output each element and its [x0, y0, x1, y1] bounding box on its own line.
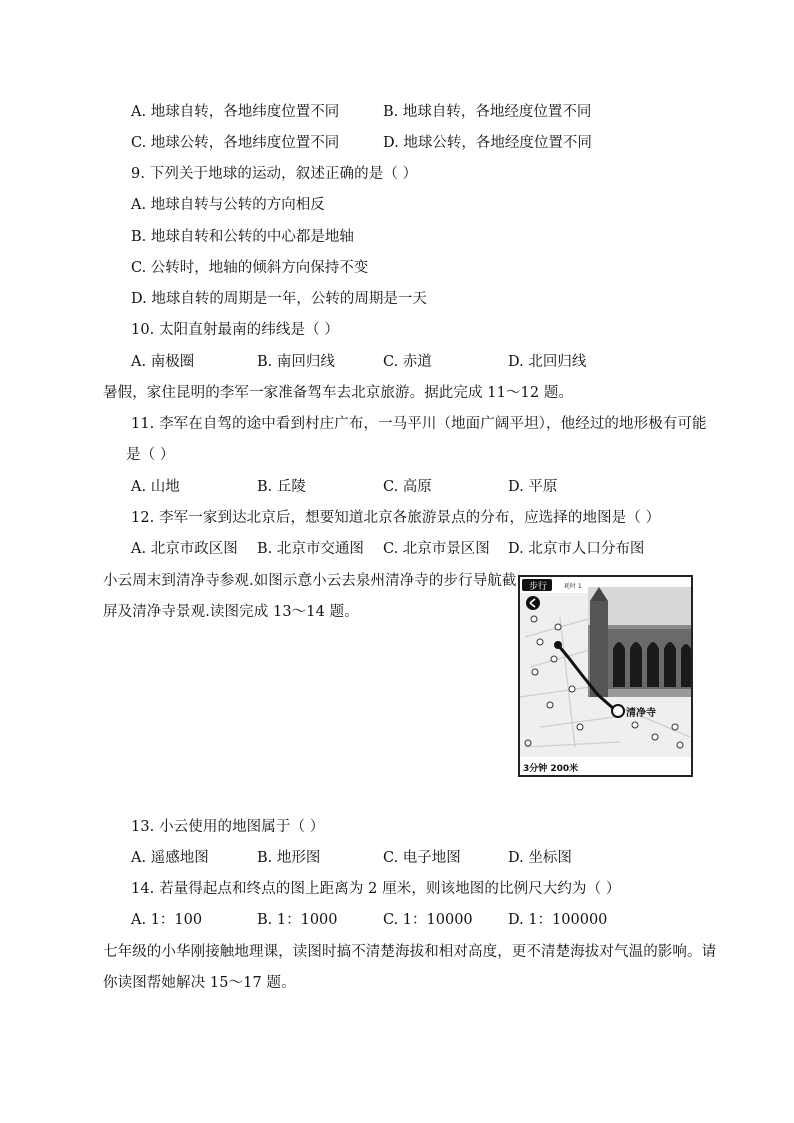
- intro-13-14-line1: 小云周末到清净寺参观.如图示意小云去泉州清净寺的步行导航截: [103, 573, 517, 589]
- q13-option-d: D. 坐标图: [508, 850, 572, 866]
- q8-option-a: A. 地球自转，各地纬度位置不同: [131, 104, 340, 120]
- q14-stem: 14. 若量得起点和终点的图上距离为 2 厘米，则该地图的比例尺大约为（ ）: [131, 881, 621, 897]
- q12-option-c: C. 北京市景区图: [383, 541, 490, 557]
- q11-option-b: B. 丘陵: [257, 479, 306, 495]
- q10-stem: 10. 太阳直射最南的纬线是（ ）: [131, 322, 339, 338]
- q11-stem-line2: 是（ ）: [126, 447, 175, 463]
- q10-option-b: B. 南回归线: [257, 354, 335, 370]
- q13-option-b: B. 地形图: [257, 850, 321, 866]
- q8-option-b: B. 地球自转，各地经度位置不同: [383, 104, 592, 120]
- q8-option-d: D. 地球公转，各地经度位置不同: [383, 135, 592, 151]
- q11-stem-line1: 11. 李军在自驾的途中看到村庄广布，一马平川（地面广阔平坦），他经过的地形极有可能: [131, 416, 707, 432]
- q14-option-b: B. 1：1000: [257, 912, 338, 928]
- q14-option-a: A. 1：100: [131, 912, 203, 928]
- q11-option-c: C. 高原: [383, 479, 432, 495]
- q8-option-c: C. 地球公转，各地纬度位置不同: [131, 135, 340, 151]
- q10-option-d: D. 北回归线: [508, 354, 587, 370]
- svg-text:耗时 1: 耗时 1: [564, 583, 582, 590]
- q9-option-a: A. 地球自转与公转的方向相反: [131, 197, 325, 213]
- q10-option-c: C. 赤道: [383, 354, 432, 370]
- q12-option-a: A. 北京市政区图: [131, 541, 238, 557]
- q12-option-d: D. 北京市人口分布图: [508, 541, 645, 557]
- q9-option-c: C. 公转时，地轴的倾斜方向保持不变: [131, 260, 369, 276]
- header-label: 步行: [529, 582, 548, 592]
- q10-option-a: A. 南极圈: [131, 354, 195, 370]
- navigation-map-illustration: [520, 577, 691, 775]
- destination-label: 清净寺: [626, 708, 656, 719]
- navigation-map-figure: [518, 575, 693, 777]
- q13-stem: 13. 小云使用的地图属于（ ）: [131, 819, 325, 835]
- q12-stem: 12. 李军一家到达北京后，想要知道北京各旅游景点的分布，应选择的地图是（ ）: [131, 510, 661, 526]
- q13-option-a: A. 遥感地图: [131, 850, 209, 866]
- q11-option-a: A. 山地: [131, 479, 180, 495]
- intro-11-12: 暑假，家住昆明的李军一家准备驾车去北京旅游。据此完成 11～12 题。: [103, 385, 574, 401]
- q9-stem: 9. 下列关于地球的运动，叙述正确的是（ ）: [131, 166, 418, 182]
- q14-option-d: D. 1：100000: [508, 912, 608, 928]
- q11-option-d: D. 平原: [508, 479, 558, 495]
- route-summary: 3分钟 200米: [523, 764, 579, 774]
- intro-15-17-line2: 你读图帮她解决 15～17 题。: [103, 975, 296, 991]
- q14-option-c: C. 1：10000: [383, 912, 473, 928]
- q12-option-b: B. 北京市交通图: [257, 541, 364, 557]
- q13-option-c: C. 电子地图: [383, 850, 461, 866]
- q9-option-d: D. 地球自转的周期是一年，公转的周期是一天: [131, 291, 427, 307]
- intro-13-14-line2: 屏及清净寺景观.读图完成 13～14 题。: [103, 604, 359, 620]
- intro-15-17-line1: 七年级的小华刚接触地理课，读图时搞不清楚海拔和相对高度，更不清楚海拔对气温的影响。请: [103, 944, 717, 960]
- q9-option-b: B. 地球自转和公转的中心都是地轴: [131, 229, 354, 245]
